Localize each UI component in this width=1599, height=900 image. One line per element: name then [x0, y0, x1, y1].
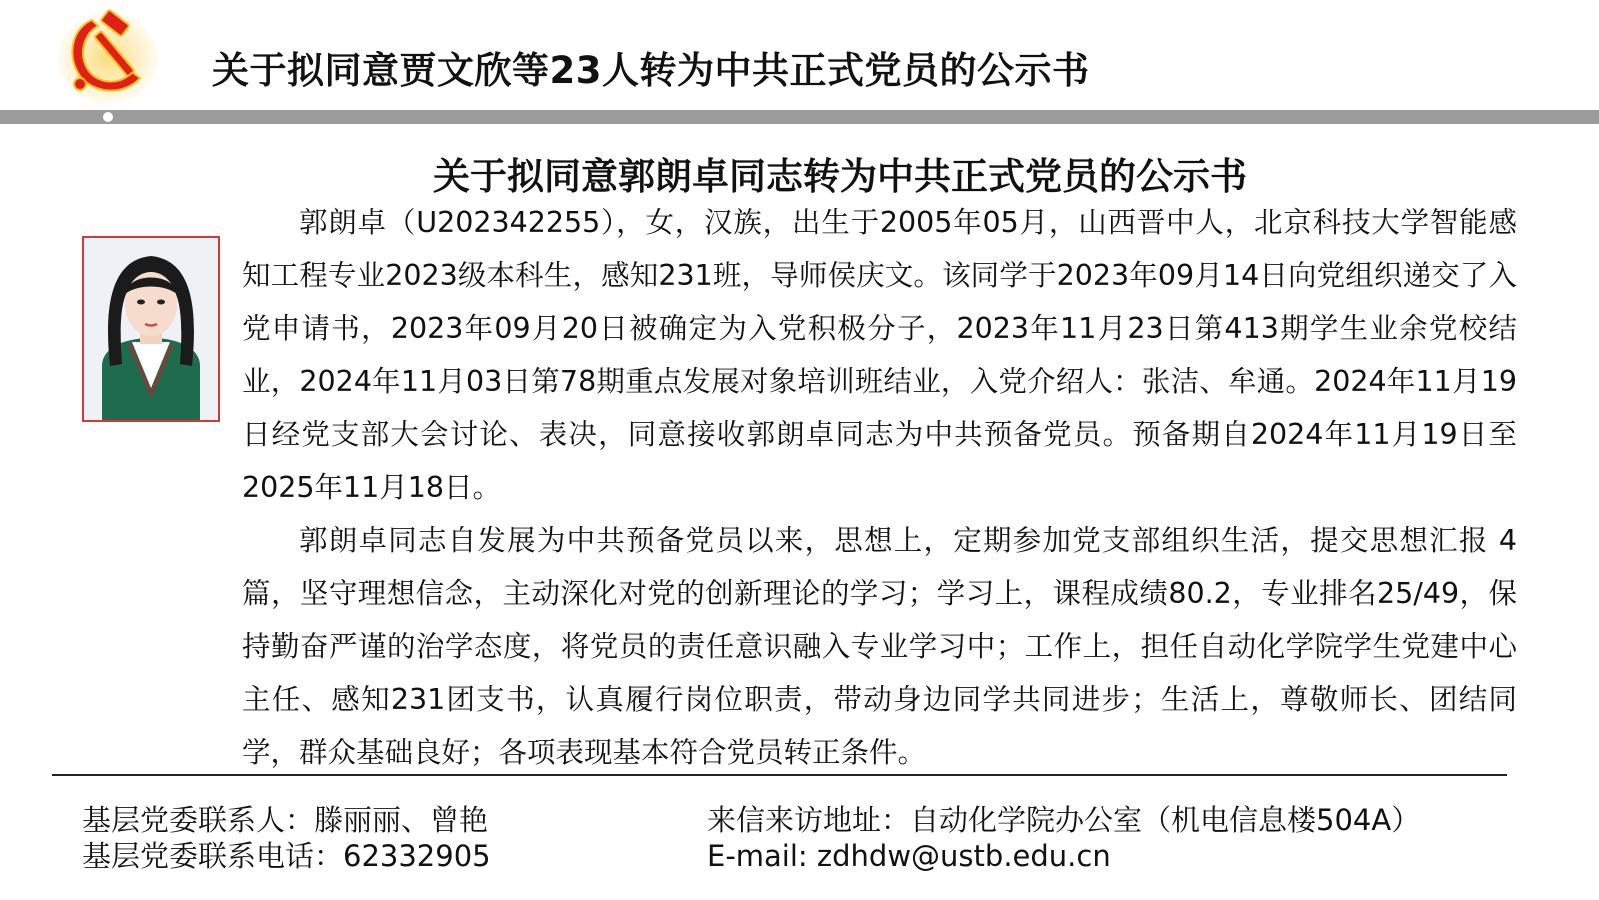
contact-person: 基层党委联系人：滕丽丽、曾艳: [82, 803, 489, 837]
notice-paragraph-performance: 郭朗卓同志自发展为中共预备党员以来，思想上，定期参加党支部组织生活，提交思想汇报 4篇，坚守理想信念，主动深化对党的创新理论的学习；学习上，课程成绩80.2，专业排名25/49，保持勤奋严谨的治学态度，将党员的责任意识融入专业学习中；工作上，担任自动化学院学生党建中心主任、感知231团支书，认真履行岗位职责，带动身边同学共同进步；生活上，尊敬师长、团结同学，群众基础良好；各项表现基本符合党员转正条件。: [242, 524, 1517, 769]
header-divider: [0, 110, 1599, 124]
hammer-sickle-emblem-icon: [58, 8, 158, 104]
page-header: [0, 0, 1599, 112]
notice-paragraph-profile: 郭朗卓（U202342255），女，汉族，出生于2005年05月，山西晋中人，北京科技大学智能感知工程专业2023级本科生，感知231班，导师侯庆文。该同学于2023年09月14日向党组织递交了入党申请书，2023年09月20日被确定为入党积极分子，2023年11月23日第413期学生业余党校结业，2024年11月03日第78期重点发展对象培训班结业，入党介绍人：张洁、牟通。2024年11月19日经党支部大会讨论、表决，同意接收郭朗卓同志为中共预备党员。预备期自2024年11月19日至2025年11月18日。: [242, 206, 1517, 504]
footer-divider: [52, 774, 1507, 776]
contact-email[interactable]: E-mail: zdhdw@ustb.edu.cn: [707, 839, 1111, 873]
visit-address: 来信来访地址：自动化学院办公室（机电信息楼504A）: [707, 803, 1421, 837]
contact-phone: 基层党委联系电话：62332905: [82, 839, 491, 873]
candidate-photo: [82, 236, 220, 422]
notice-title: 关于拟同意郭朗卓同志转为中共正式党员的公示书: [433, 155, 1247, 198]
footer-address: [707, 802, 1420, 874]
header-title: 关于拟同意贾文欣等23人转为中共正式党员的公示书: [212, 49, 1090, 92]
portrait-image: [84, 238, 218, 420]
divider-dot: [103, 112, 113, 122]
footer-contacts: [82, 802, 491, 874]
notice-body: [242, 196, 1517, 779]
